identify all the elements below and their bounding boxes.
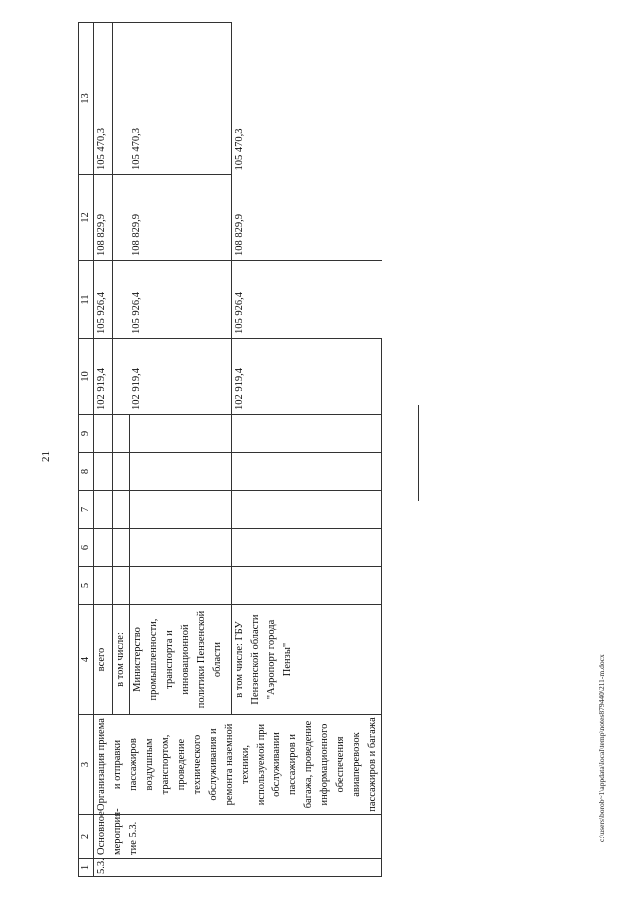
- header-cell-9: 9: [79, 415, 94, 453]
- header-cell-3: 3: [79, 715, 94, 815]
- value-cell: [129, 415, 231, 453]
- value-cell: [94, 491, 113, 529]
- header-cell-6: 6: [79, 529, 94, 567]
- executor-cell: Министерство промышленности, транспорта и инновационной политики Пензенской области: [129, 605, 231, 715]
- value-cell: [113, 491, 130, 529]
- value-cell: [113, 415, 130, 453]
- value-cell: 105 470,3: [94, 23, 113, 175]
- header-cell-11: 11: [79, 261, 94, 339]
- table-row-total: [94, 23, 113, 877]
- value-cell: [129, 529, 231, 567]
- executor-cell: в том числе: ГБУ Пензенской области "Аэропорт города Пензы": [232, 605, 382, 715]
- event-type-cell: Основное мероприя-тие 5.3.: [94, 815, 382, 859]
- budget-table: [78, 22, 382, 877]
- value-cell: [94, 567, 113, 605]
- header-cell-12: 12: [79, 175, 94, 261]
- header-cell-2: 2: [79, 815, 94, 859]
- footer-file-path: c:\users\borob~1\appdata\local\temp\notes879440\211-m.docx: [597, 654, 606, 842]
- signature-line: [418, 405, 419, 501]
- code-cell: 5.3.: [94, 859, 382, 877]
- value-cell: 108 829,9: [94, 175, 113, 261]
- value-cell: [232, 415, 382, 453]
- value-cell: [232, 567, 382, 605]
- value-cell: 102 919,4: [232, 339, 382, 415]
- value-cell: [113, 261, 130, 339]
- value-cell: 105 470,3: [232, 23, 382, 175]
- value-cell: 105 926,4: [129, 261, 231, 339]
- value-cell: 105 926,4: [94, 261, 113, 339]
- value-cell: 102 919,4: [94, 339, 113, 415]
- value-cell: [113, 453, 130, 491]
- value-cell: [94, 453, 113, 491]
- value-cell: [129, 567, 231, 605]
- value-cell: [94, 415, 113, 453]
- header-cell-5: 5: [79, 567, 94, 605]
- value-cell: [113, 567, 130, 605]
- header-cell-8: 8: [79, 453, 94, 491]
- header-row: [79, 23, 94, 877]
- header-cell-13: 13: [79, 23, 94, 175]
- header-cell-7: 7: [79, 491, 94, 529]
- value-cell: [113, 339, 130, 415]
- executor-cell: в том числе:: [113, 605, 130, 715]
- value-cell: [94, 529, 113, 567]
- header-cell-10: 10: [79, 339, 94, 415]
- value-cell: [232, 491, 382, 529]
- value-cell: [113, 529, 130, 567]
- budget-table-rotated: [78, 23, 380, 877]
- value-cell: [129, 453, 231, 491]
- executor-cell: всего: [94, 605, 113, 715]
- value-cell: [113, 23, 130, 175]
- value-cell: 102 919,4: [129, 339, 231, 415]
- value-cell: [113, 175, 130, 261]
- value-cell: 108 829,9: [129, 175, 231, 261]
- value-cell: [232, 453, 382, 491]
- value-cell: 105 470,3: [129, 23, 231, 175]
- value-cell: [232, 529, 382, 567]
- value-cell: 108 829,9: [232, 175, 382, 261]
- header-cell-1: 1: [79, 859, 94, 877]
- header-cell-4: 4: [79, 605, 94, 715]
- value-cell: 105 926,4: [232, 261, 382, 339]
- value-cell: [129, 491, 231, 529]
- description-cell: Организация приема и отправки пассажиров воздушным транспортом, проведение технического обслуживания и ремонта наземной техники, используемой при обслуживании пассажиров и багажа, проведение информационного обеспечения авиаперевозок пассажиров и багажа: [94, 715, 382, 815]
- page-number: 21: [40, 451, 52, 462]
